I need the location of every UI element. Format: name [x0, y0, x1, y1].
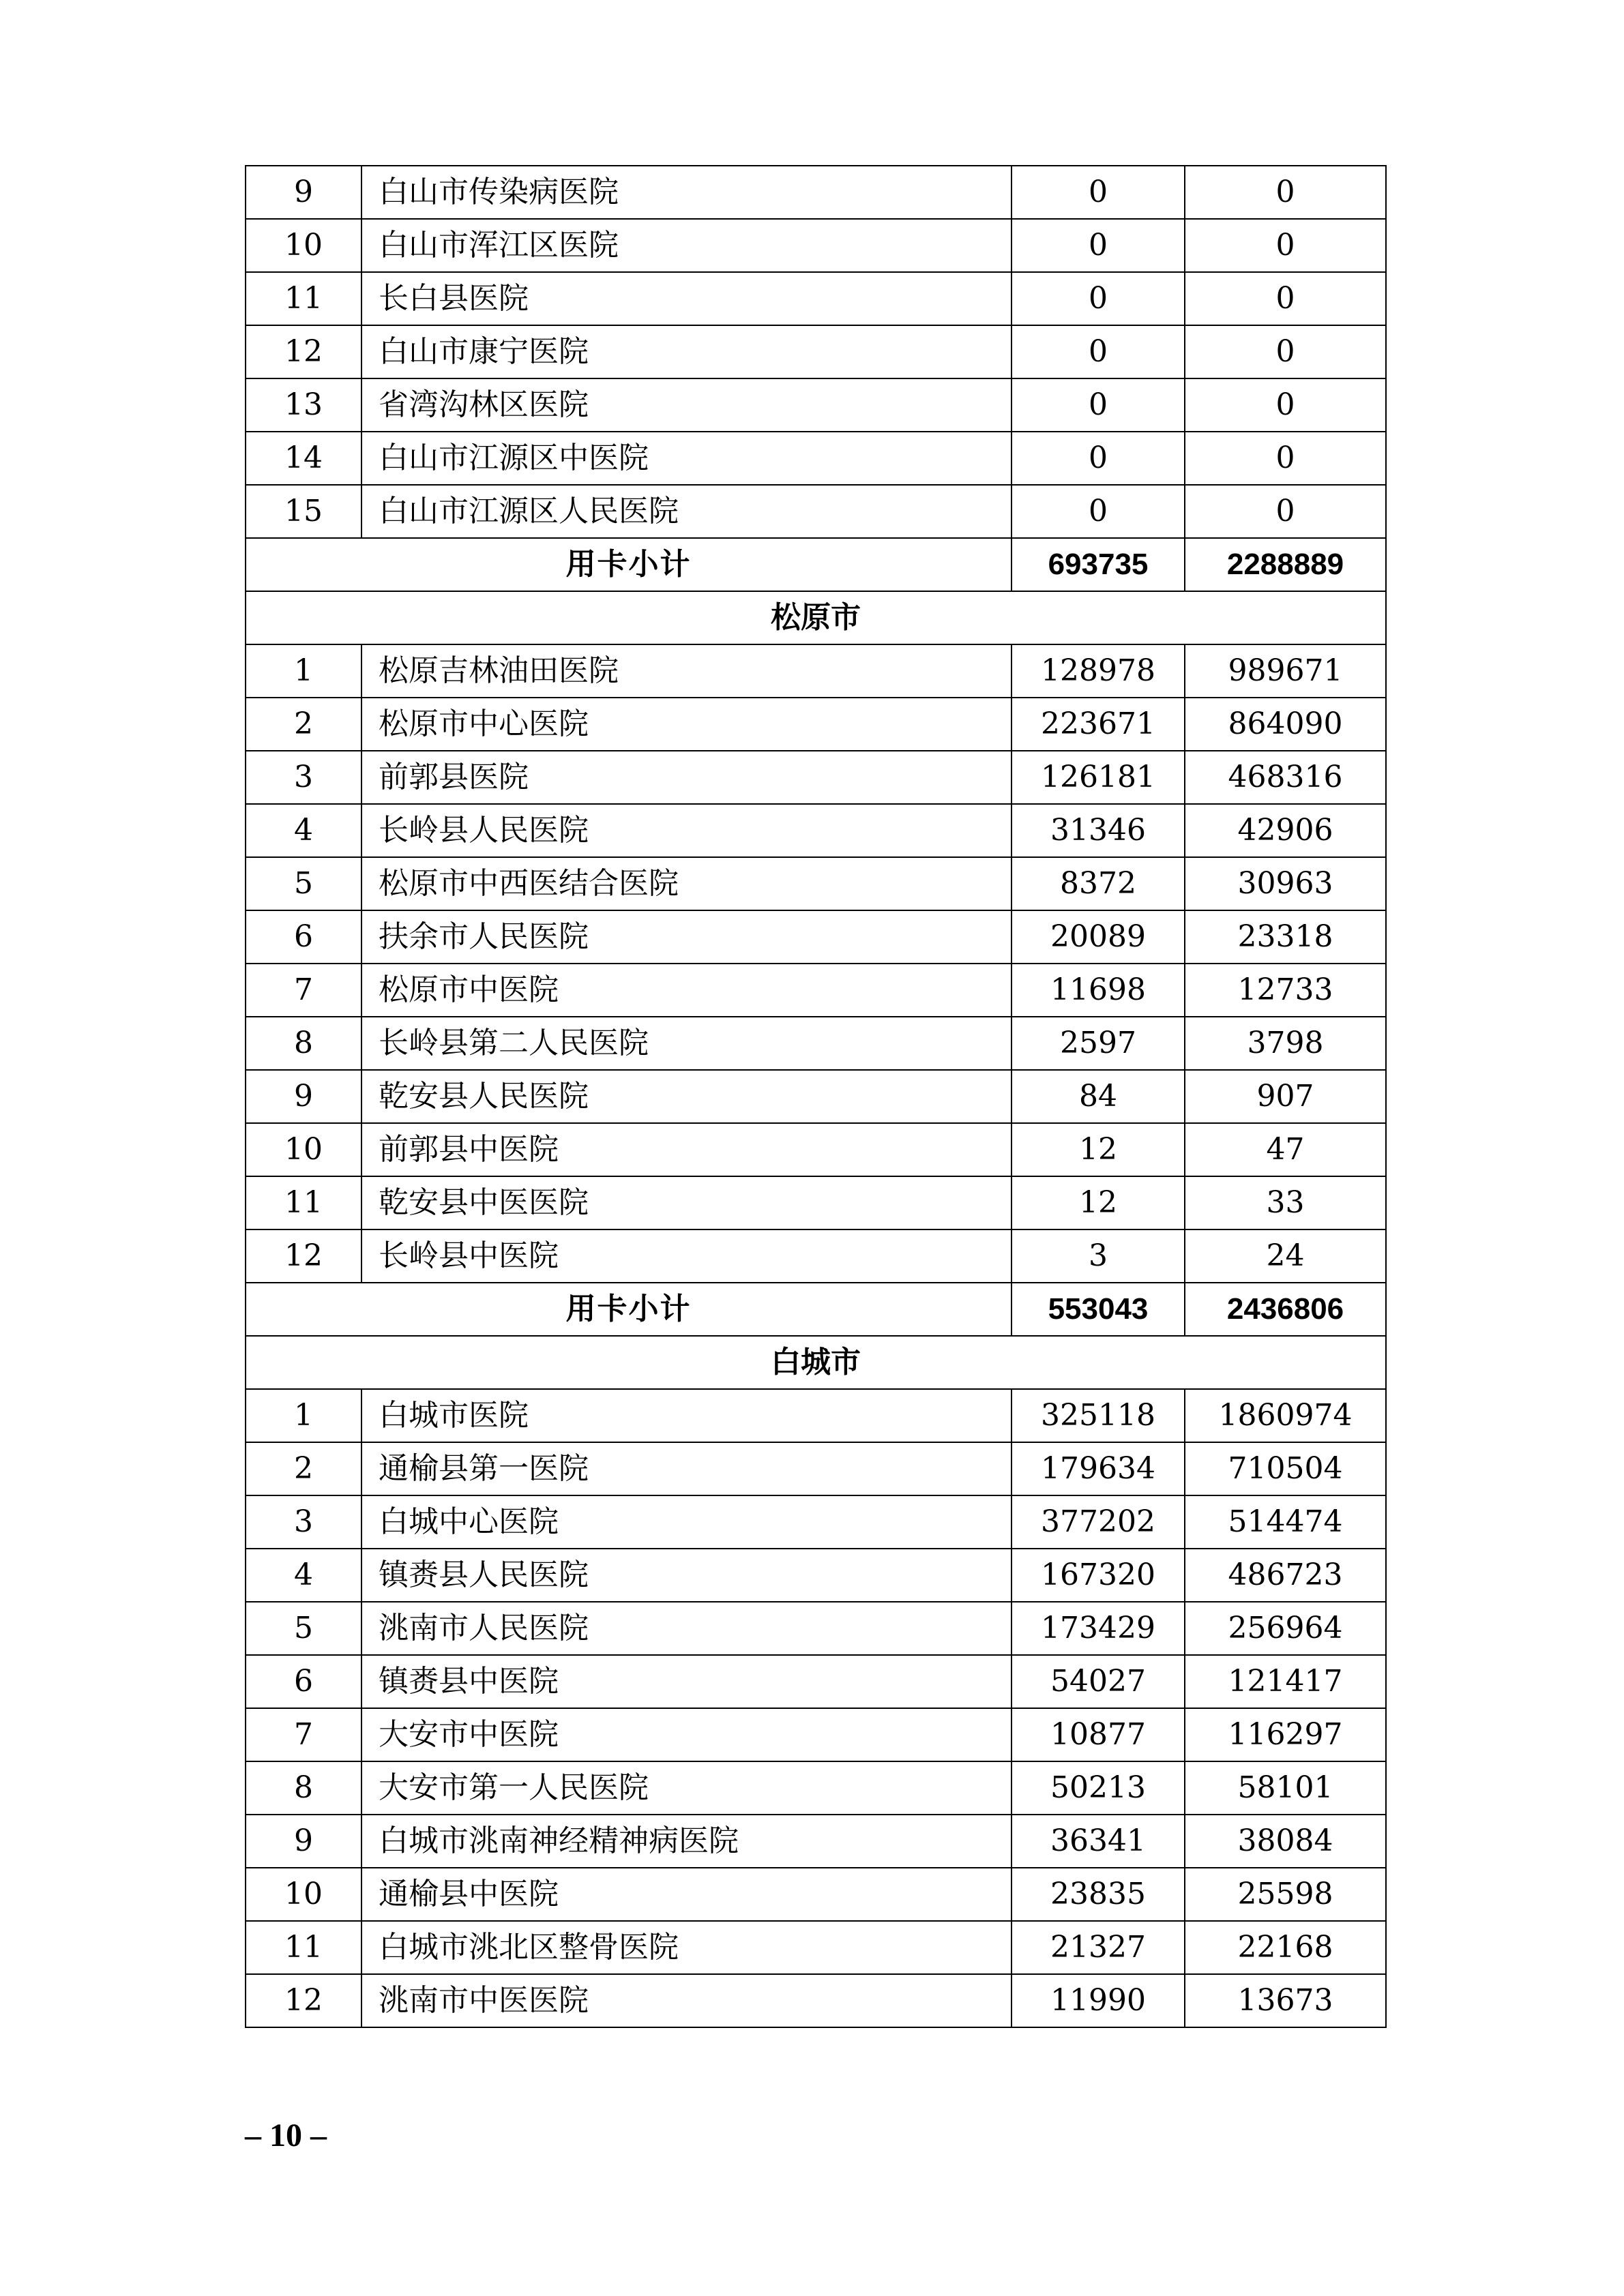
value1-cell: 11990: [1012, 1974, 1185, 2027]
subtotal-value1: 693735: [1012, 538, 1185, 591]
table-row: [246, 644, 1386, 698]
value2-cell: 710504: [1185, 1442, 1386, 1495]
table-row: [246, 1921, 1386, 1974]
row-index: 2: [246, 698, 361, 751]
hospital-name: 长岭县中医院: [361, 1229, 1012, 1283]
hospital-name: 扶余市人民医院: [361, 910, 1012, 964]
hospital-card-usage-table: [245, 165, 1387, 2028]
value1-cell: 223671: [1012, 698, 1185, 751]
value1-cell: 167320: [1012, 1549, 1185, 1602]
row-index: 13: [246, 378, 361, 432]
value2-cell: 30963: [1185, 857, 1386, 910]
hospital-name: 前郭县中医院: [361, 1123, 1012, 1176]
hospital-name: 大安市中医院: [361, 1708, 1012, 1761]
hospital-name: 洮南市中医医院: [361, 1974, 1012, 2027]
table-row: [246, 432, 1386, 485]
row-index: 11: [246, 272, 361, 325]
row-index: 9: [246, 1070, 361, 1123]
row-index: 9: [246, 166, 361, 219]
table-row: [246, 964, 1386, 1017]
hospital-name: 白山市康宁医院: [361, 325, 1012, 378]
row-index: 10: [246, 219, 361, 272]
table-row: [246, 325, 1386, 378]
value1-cell: 36341: [1012, 1815, 1185, 1868]
value2-cell: 121417: [1185, 1655, 1386, 1708]
row-index: 5: [246, 857, 361, 910]
hospital-name: 白山市浑江区医院: [361, 219, 1012, 272]
value2-cell: 23318: [1185, 910, 1386, 964]
value1-cell: 21327: [1012, 1921, 1185, 1974]
value1-cell: 20089: [1012, 910, 1185, 964]
hospital-name: 白山市江源区中医院: [361, 432, 1012, 485]
row-index: 3: [246, 751, 361, 804]
value1-cell: 126181: [1012, 751, 1185, 804]
value1-cell: 173429: [1012, 1602, 1185, 1655]
value2-cell: 42906: [1185, 804, 1386, 857]
value1-cell: 3: [1012, 1229, 1185, 1283]
table-row: [246, 698, 1386, 751]
hospital-name: 洮南市人民医院: [361, 1602, 1012, 1655]
value2-cell: 3798: [1185, 1017, 1386, 1070]
table-row: [246, 1070, 1386, 1123]
row-index: 15: [246, 485, 361, 538]
row-index: 8: [246, 1017, 361, 1070]
value2-cell: 47: [1185, 1123, 1386, 1176]
value2-cell: 989671: [1185, 644, 1386, 698]
row-index: 2: [246, 1442, 361, 1495]
hospital-name: 白城中心医院: [361, 1495, 1012, 1549]
table-row: [246, 219, 1386, 272]
value1-cell: 0: [1012, 272, 1185, 325]
value2-cell: 514474: [1185, 1495, 1386, 1549]
value1-cell: 325118: [1012, 1389, 1185, 1442]
table-row: [246, 1442, 1386, 1495]
table-row: [246, 1602, 1386, 1655]
row-index: 8: [246, 1761, 361, 1815]
subtotal-row: [246, 538, 1386, 591]
hospital-name: 镇赉县人民医院: [361, 1549, 1012, 1602]
value1-cell: 2597: [1012, 1017, 1185, 1070]
section-title: 松原市: [246, 591, 1386, 644]
value2-cell: 486723: [1185, 1549, 1386, 1602]
value1-cell: 0: [1012, 325, 1185, 378]
value1-cell: 23835: [1012, 1868, 1185, 1921]
value2-cell: 24: [1185, 1229, 1386, 1283]
row-index: 6: [246, 1655, 361, 1708]
value1-cell: 31346: [1012, 804, 1185, 857]
value2-cell: 58101: [1185, 1761, 1386, 1815]
value1-cell: 0: [1012, 219, 1185, 272]
value1-cell: 50213: [1012, 1761, 1185, 1815]
table-row: [246, 1017, 1386, 1070]
row-index: 9: [246, 1815, 361, 1868]
hospital-name: 白城市医院: [361, 1389, 1012, 1442]
row-index: 7: [246, 1708, 361, 1761]
value1-cell: 84: [1012, 1070, 1185, 1123]
row-index: 11: [246, 1176, 361, 1229]
subtotal-label: 用卡小计: [246, 1283, 1012, 1336]
row-index: 10: [246, 1868, 361, 1921]
table-row: [246, 1761, 1386, 1815]
value2-cell: 0: [1185, 485, 1386, 538]
table-row: [246, 1549, 1386, 1602]
hospital-name: 白山市江源区人民医院: [361, 485, 1012, 538]
hospital-name: 通榆县第一医院: [361, 1442, 1012, 1495]
value2-cell: 13673: [1185, 1974, 1386, 2027]
row-index: 7: [246, 964, 361, 1017]
value2-cell: 25598: [1185, 1868, 1386, 1921]
hospital-name: 省湾沟林区医院: [361, 378, 1012, 432]
hospital-name: 长岭县第二人民医院: [361, 1017, 1012, 1070]
row-index: 5: [246, 1602, 361, 1655]
value1-cell: 377202: [1012, 1495, 1185, 1549]
value1-cell: 0: [1012, 378, 1185, 432]
hospital-name: 白城市洮北区整骨医院: [361, 1921, 1012, 1974]
value2-cell: 0: [1185, 272, 1386, 325]
row-index: 12: [246, 1229, 361, 1283]
subtotal-row: [246, 1283, 1386, 1336]
hospital-name: 乾安县人民医院: [361, 1070, 1012, 1123]
section-title-row: [246, 1336, 1386, 1389]
table-row: [246, 166, 1386, 219]
value2-cell: 0: [1185, 432, 1386, 485]
value1-cell: 128978: [1012, 644, 1185, 698]
value2-cell: 116297: [1185, 1708, 1386, 1761]
value2-cell: 0: [1185, 219, 1386, 272]
value2-cell: 1860974: [1185, 1389, 1386, 1442]
value1-cell: 0: [1012, 166, 1185, 219]
table-row: [246, 1495, 1386, 1549]
row-index: 4: [246, 1549, 361, 1602]
value2-cell: 22168: [1185, 1921, 1386, 1974]
hospital-name: 松原市中西医结合医院: [361, 857, 1012, 910]
value2-cell: 33: [1185, 1176, 1386, 1229]
row-index: 3: [246, 1495, 361, 1549]
value2-cell: 0: [1185, 378, 1386, 432]
value1-cell: 0: [1012, 485, 1185, 538]
value2-cell: 38084: [1185, 1815, 1386, 1868]
row-index: 4: [246, 804, 361, 857]
value1-cell: 179634: [1012, 1442, 1185, 1495]
hospital-name: 大安市第一人民医院: [361, 1761, 1012, 1815]
hospital-name: 白山市传染病医院: [361, 166, 1012, 219]
row-index: 10: [246, 1123, 361, 1176]
subtotal-value2: 2288889: [1185, 538, 1386, 591]
value1-cell: 0: [1012, 432, 1185, 485]
section-title: 白城市: [246, 1336, 1386, 1389]
table-row: [246, 1389, 1386, 1442]
table-row: [246, 485, 1386, 538]
table-row: [246, 1229, 1386, 1283]
table-row: [246, 1123, 1386, 1176]
value2-cell: 0: [1185, 166, 1386, 219]
table-row: [246, 910, 1386, 964]
table-row: [246, 272, 1386, 325]
hospital-name: 乾安县中医医院: [361, 1176, 1012, 1229]
value2-cell: 0: [1185, 325, 1386, 378]
value1-cell: 11698: [1012, 964, 1185, 1017]
row-index: 1: [246, 644, 361, 698]
table-row: [246, 1655, 1386, 1708]
row-index: 12: [246, 1974, 361, 2027]
table-row: [246, 1815, 1386, 1868]
table-row: [246, 378, 1386, 432]
table-row: [246, 857, 1386, 910]
hospital-name: 长白县医院: [361, 272, 1012, 325]
row-index: 12: [246, 325, 361, 378]
row-index: 1: [246, 1389, 361, 1442]
value2-cell: 907: [1185, 1070, 1386, 1123]
value1-cell: 12: [1012, 1123, 1185, 1176]
value2-cell: 12733: [1185, 964, 1386, 1017]
hospital-name: 前郭县医院: [361, 751, 1012, 804]
subtotal-value1: 553043: [1012, 1283, 1185, 1336]
value1-cell: 54027: [1012, 1655, 1185, 1708]
table-row: [246, 1974, 1386, 2027]
table-row: [246, 804, 1386, 857]
value2-cell: 256964: [1185, 1602, 1386, 1655]
hospital-name: 松原市中医院: [361, 964, 1012, 1017]
table-row: [246, 1868, 1386, 1921]
table-row: [246, 1176, 1386, 1229]
subtotal-value2: 2436806: [1185, 1283, 1386, 1336]
value2-cell: 864090: [1185, 698, 1386, 751]
section-title-row: [246, 591, 1386, 644]
hospital-name: 松原吉林油田医院: [361, 644, 1012, 698]
page-number: – 10 –: [245, 2117, 327, 2153]
hospital-name: 白城市洮南神经精神病医院: [361, 1815, 1012, 1868]
value2-cell: 468316: [1185, 751, 1386, 804]
hospital-name: 通榆县中医院: [361, 1868, 1012, 1921]
row-index: 6: [246, 910, 361, 964]
value1-cell: 10877: [1012, 1708, 1185, 1761]
value1-cell: 8372: [1012, 857, 1185, 910]
row-index: 11: [246, 1921, 361, 1974]
subtotal-label: 用卡小计: [246, 538, 1012, 591]
table-row: [246, 751, 1386, 804]
hospital-name: 长岭县人民医院: [361, 804, 1012, 857]
hospital-name: 松原市中心医院: [361, 698, 1012, 751]
row-index: 14: [246, 432, 361, 485]
hospital-name: 镇赉县中医院: [361, 1655, 1012, 1708]
value1-cell: 12: [1012, 1176, 1185, 1229]
table-row: [246, 1708, 1386, 1761]
